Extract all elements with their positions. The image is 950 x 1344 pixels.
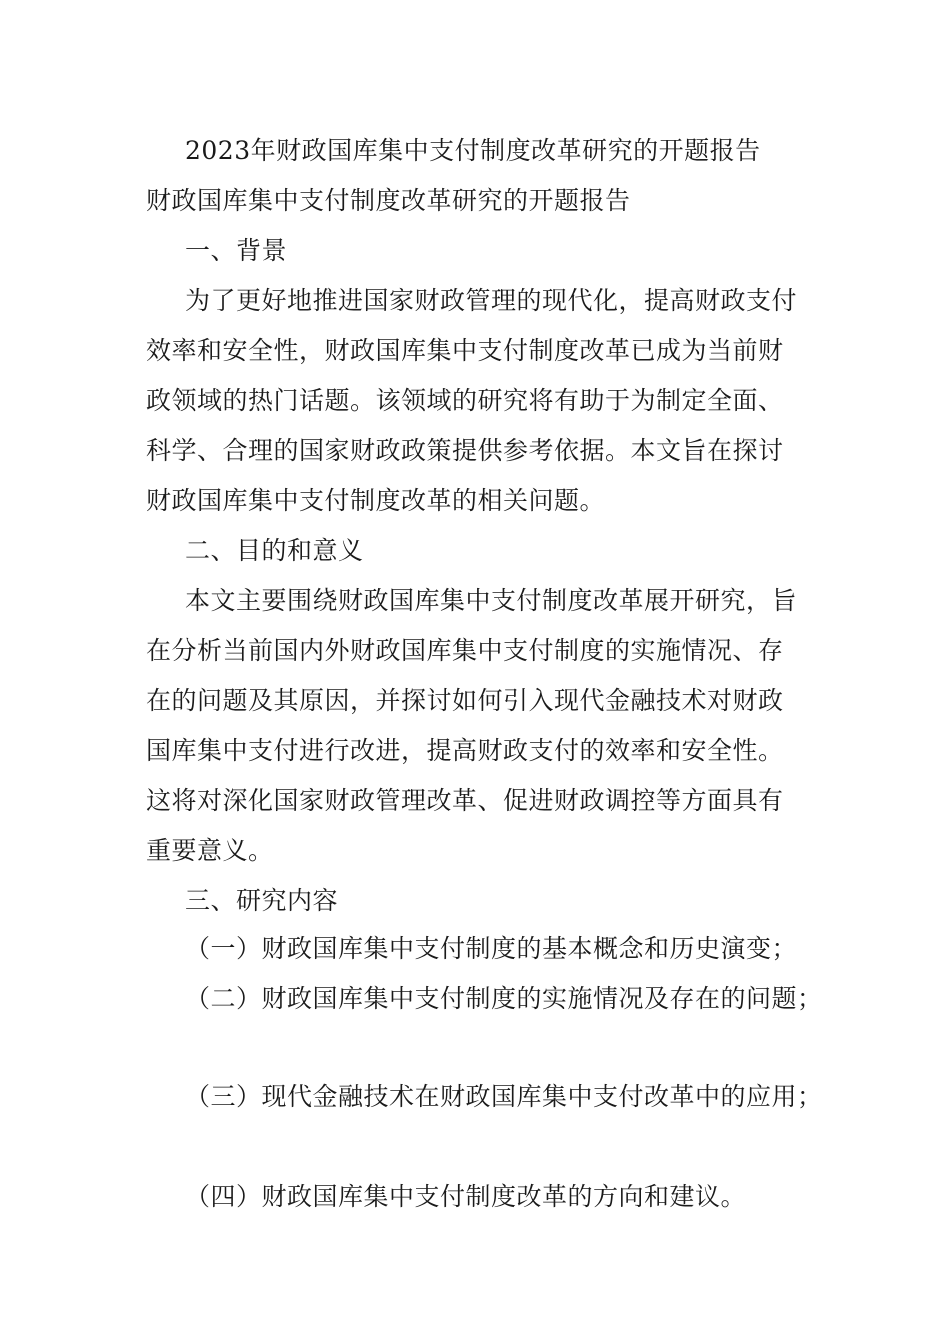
paragraph-line: 财政国库集中支付制度改革的相关问题。 <box>146 486 606 515</box>
paragraph-line: 效率和安全性，财政国库集中支付制度改革已成为当前财 <box>146 336 784 365</box>
paragraph-line: 在的问题及其原因，并探讨如何引入现代金融技术对财政 <box>146 686 784 715</box>
document-title: 2023年财政国库集中支付制度改革研究的开题报告 <box>185 136 761 165</box>
paragraph-line: 在分析当前国内外财政国库集中支付制度的实施情况、存 <box>146 636 784 665</box>
document-subtitle: 财政国库集中支付制度改革研究的开题报告 <box>146 186 631 215</box>
paragraph-line: 国库集中支付进行改进，提高财政支付的效率和安全性。 <box>146 736 784 765</box>
paragraph-line: 本文主要围绕财政国库集中支付制度改革展开研究，旨 <box>185 586 798 615</box>
section-heading-background: 一、背景 <box>185 236 288 265</box>
paragraph-line: 政领域的热门话题。该领域的研究将有助于为制定全面、 <box>146 386 784 415</box>
list-item: （三）现代金融技术在财政国库集中支付改革中的应用； <box>185 1082 823 1111</box>
paragraph-line: 科学、合理的国家财政政策提供参考依据。本文旨在探讨 <box>146 436 784 465</box>
paragraph-line: 为了更好地推进国家财政管理的现代化，提高财政支付 <box>185 286 798 315</box>
paragraph-line: 这将对深化国家财政管理改革、促进财政调控等方面具有 <box>146 786 784 815</box>
list-item: （四）财政国库集中支付制度改革的方向和建议。 <box>185 1182 747 1211</box>
list-item: （一）财政国库集中支付制度的基本概念和历史演变； <box>185 934 798 963</box>
paragraph-line: 重要意义。 <box>146 836 274 865</box>
list-item: （二）财政国库集中支付制度的实施情况及存在的问题； <box>185 984 823 1013</box>
section-heading-purpose: 二、目的和意义 <box>185 536 364 565</box>
section-heading-content: 三、研究内容 <box>185 886 339 915</box>
